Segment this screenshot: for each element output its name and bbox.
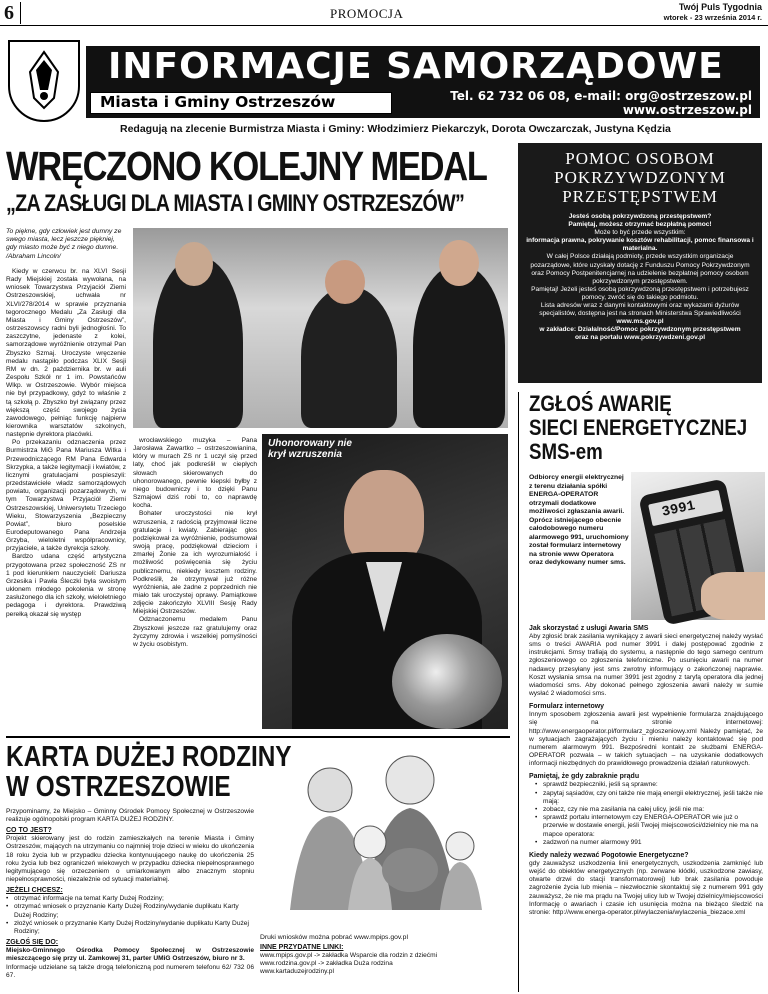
coat-of-arms-icon — [10, 42, 78, 120]
karta-left — [6, 808, 254, 980]
medal-paragraph: wrocławskiego muzyka – Pana Jarosława Zawartko – ostrzeszowianina, który w murach ZS nr 1 uczył się przed laty, choć jak podkreślił w ciepłych słowach skierowanych do uhonorowanego, pewnie kiepski byłby z niego budowniczy i to dzięki Panu Szmajowi dziś robi to, co naprawdę kocha. — [133, 437, 257, 510]
karta-link[interactable]: www.kartaduzejrodziny.pl — [260, 967, 334, 975]
karta-intro: Przypominamy, że Miejsko – Gminny Ośrodek Pomocy Społecznej w Ostrzeszowie realizuje ogólnopolski program KARTA DUŻEJ RODZINY. — [6, 808, 254, 824]
medal-ceremony-photo — [133, 228, 508, 428]
person-head-1 — [175, 242, 213, 286]
karta-right — [260, 934, 508, 976]
awaria-title-1: ZGŁOŚ AWARIĘ — [529, 391, 672, 416]
pomoc-title-1: POMOC OSOBOM — [565, 149, 715, 168]
awaria-intro: Odbiorcy energii elektrycznej z terenu działania spółki ENERGA-OPERATOR otrzymali dodatkowe możliwości zgłaszania awarii. Oprócz istniejącego obecnie całodobowego numeru alarmowego 991, uruchomiony został formularz internetowy na stronie www Operatora oraz dedykowany numer sms. — [529, 474, 629, 566]
karta-bullet: • otrzymać informacje na temat Karty Dużej Rodziny; — [6, 895, 254, 903]
medal-paragraph: Kiedy w czerwcu br. na XLVI Sesji Rady Miejskiej została wywołana, na wniosek Towarzystwa Przyjaciół Ziemi Ostrzeszowskiej, uchwała nr XLVI/278/2014 w sprawie przyznania tegorocznego Medalu „Za Zasługi dla Miasta i Gminy Ostrzeszów”, ostrzeszowscy radni byli jednogłośni. To zaszczytne, jedenaste z kolei, samorządowe wyróżnienie otrzymał Pan Zbyszko Szmaj. Uroczyste wręczenie medalu nastąpiło podczas XLIX Sesji RM w dn. 2 października br. w auli Zespołu Szkół nr 1 im. Powstańców Wlkp. w Ostrzeszowie. Wybór miejsca nie był przypadkowy, gdyż to właśnie z tą szkołą p. Zbyszko był związany przez większą część swojego życia zawodowego, pełniąc funkcję najpierw kierownika warsztatów szkolnych, następnie dyrektora placówki. — [6, 268, 126, 439]
photo-caption: Uhonorowany nie krył wzruszenia — [268, 438, 352, 460]
pomoc-box — [518, 143, 762, 383]
awaria-paragraph: Innym sposobem zgłoszenia awarii jest wypełnienie formularza znajdującego się na stronie internetowej: http://www.energaoperator.pl/formularz_zgloszeniowy.xml Należy pamiętać, że w sytuacjach zagrażających życiu i mieniu należy kontaktować się pod numerem alarmowym 991. Bezpośredni kontakt ze służbami ENERGA-OPERATOR pozwala – w takich sytuacjach – na uzyskanie dodatkowych informacji niezbędnych do prawidłowego prowadzenia działań ratunkowych. — [529, 711, 763, 768]
family-icon — [260, 750, 510, 910]
medal-column-2 — [133, 437, 257, 649]
banner — [8, 40, 760, 122]
pomoc-title-2: POKRZYWDZONYM — [554, 168, 726, 187]
medal-column-left — [6, 268, 126, 733]
karta-title-2: W OSTRZESZOWIE — [6, 771, 231, 803]
karta-heading: ZGŁOŚ SIĘ DO: — [6, 939, 59, 947]
person-figure-3 — [413, 264, 505, 428]
awaria-paragraph: gdy zauważysz uszkodzenia linii energetycznych, uszkodzenia zamknięć lub wejść do obiektów energetycznych (np. zerwane kłódki, uszkodzone zawiasy, otwarte drzwi do stacji transformatorowej) lub brak zasilania powoduje zagrożenie życia lub mienia – niezwłocznie skontaktuj się z numerem 991 gdy zauważysz, że nie ma prądu na Twojej ulicy lub w Twojej dzielnicy/miejscowości Informację o awariach i czasie ich usunięcia można na bieżąco śledzić na stronie: http://www.energa-operator.pl/wylaczenia/wylaczenia_biezace.xml — [529, 859, 763, 916]
coat-of-arms — [8, 40, 80, 122]
phone-number-display: 3991 — [660, 498, 697, 521]
karta-phone-info: Informacje udzielane są także drogą telefoniczną pod numerem telefonu 62/ 732 06 67. — [6, 963, 254, 979]
awaria-bullet: • zobacz, czy nie ma zasilania na całej ulicy, jeśli nie ma: — [535, 806, 763, 814]
karta-address: Miejsko-Gminnego Ośrodka Pomocy Społecznej w Ostrzeszowie mieszczącego się przy ul. Zamkowej 31, parter UMiG Ostrzeszów, biuro nr 3. — [6, 947, 254, 963]
karta-link[interactable]: www.mpips.gov.pl -> zakładka Wsparcie dla rodzin z dziećmi — [260, 951, 438, 959]
pomoc-line: Może to być przede wszystkim: — [594, 229, 686, 237]
awaria-section — [518, 392, 762, 992]
issue-date: wtorek - 23 września 2014 r. — [663, 13, 762, 22]
banner-website[interactable]: www.ostrzeszow.pl — [622, 103, 752, 117]
medal-paragraph: Bardzo udana część artystyczna przygotowana przez społeczność ZS nr 1 pod kierunkiem nauczycieli: Dariusza Grzesika i Pawła Śleczki była swoistym ukłonem młodego pokolenia w stronę zasłużonego dla ich szkoły, wieloletniego pedagoga i dyrektora. Prawdziwą perełką okazał się występ — [6, 553, 126, 618]
karta-title-1: KARTA DUŻEJ RODZINY — [6, 741, 292, 773]
pomoc-line: Pamiętaj, możesz otrzymać bezpłatną pomoc! — [568, 221, 712, 229]
top-bar — [0, 0, 768, 26]
medal-paragraph: Odznaczonemu medalem Panu Zbyszkowi jeszcze raz gratulujemy oraz życzymy zdrowia i wszelkiej pomyślności w życiu osobistym. — [133, 616, 257, 648]
honoree-photo — [262, 434, 508, 729]
pomoc-line: oraz na portalu www.pokrzywdzeni.gov.pl — [574, 334, 706, 342]
person-figure-2 — [301, 286, 397, 428]
pomoc-line: Pamiętaj! Jeżeli jesteś osobą pokrzywdzoną przestępstwem i potrzebujesz pomocy, zwróć się do takiego podmiotu. — [531, 285, 749, 301]
awaria-bullet: • sprawdź portalu internetowym czy ENERGA-OPERATOR wie już o przerwie w dostawie energii, jeśli Twojej miejscowości/dzielnicy nie ma na mapce operatora: — [535, 814, 763, 839]
medal-headline: WRĘCZONO KOLEJNY MEDAL — [6, 143, 487, 189]
medal-paragraph: Po przekazaniu odznaczenia przez Burmistrza MiG Pana Mariusza Witka i Przewodniczącego RM Pana Edwarda Skrzypka, a także legitymacji i kwiatów, z licznymi gratulacjami pospieszyli: przedstawiciele władz samorządowych powiatu, organizacji pozarządowych, w tym Towarzystwa Przyjaciół Ziemi Ostrzeszowskiej, Uniwersytetu Trzeciego Wieku, Stowarzyszenia „Bezpieczny Powiat”, biuro poselskie Eurodeputowanego Pana Andrzeja Grzyba, wieloletni współpracownicy, przyjaciele, a także dyrekcja szkoły. — [6, 439, 126, 553]
awaria-title-3: SMS-em — [529, 439, 603, 464]
karta-section — [6, 736, 510, 992]
banner-subtitle: Miasta i Gminy Ostrzeszów — [100, 93, 336, 111]
awaria-title-2: SIECI ENERGETYCZNEJ — [529, 415, 748, 440]
karta-heading: JEŻELI CHCESZ: — [6, 887, 63, 895]
phone-photo — [631, 472, 765, 620]
karta-bullet: • złożyć wniosek o przyznanie Karty Dużej Rodziny/wydanie duplikatu Karty Dużej Rodziny; — [6, 920, 254, 936]
medal-paragraph: Bohater uroczystości nie krył wzruszenia, z radością przyjmował liczne gratulacje i kwiaty. Zabierając głos podziękował za wyróżnienie, podsumował swoją pracę, podziękował dzieciom i zmarłej Żonie za ich wyrozumiałość i możliwość poświęcenia się życiu publicznemu, niekiedy kosztem rodziny. Podkreślił, że otrzymywał już różne wyróżnienia, ale żadne z poprzednich nie miało tak uroczystej oprawy. Pamiątkowe zdjęcie zakończyło XLVIII Sesję Rady Miejskiej Ostrzeszów. — [133, 510, 257, 616]
person-head-3 — [439, 240, 479, 286]
karta-bullet: • otrzymać wniosek o przyznanie Karty Dużej Rodziny/wydanie duplikatu Karty Dużej Rodziny; — [6, 903, 254, 919]
pomoc-lines — [526, 213, 754, 343]
awaria-bullets — [535, 781, 763, 847]
awaria-body — [529, 624, 763, 917]
medal-quote: To piękne, gdy człowiek jest dumny ze swego miasta, lecz jeszcze piękniej, gdy miasto może być z niego dumne. /Abraham Lincoln/ — [6, 228, 122, 260]
awaria-bullet: • zadzwoń na numer alarmowy 991 — [535, 839, 763, 847]
page-number: 6 — [4, 2, 14, 24]
awaria-heading: Kiedy należy wezwać Pogotowie Energetyczne? — [529, 851, 689, 859]
flowers — [392, 634, 502, 729]
banner-contact: Tel. 62 732 06 08, e-mail: org@ostrzeszow.pl — [450, 89, 752, 103]
section-label: PROMOCJA — [330, 6, 404, 21]
editors-line: Redagują na zlecenie Burmistrza Miasta i Gminy: Włodzimierz Piekarczyk, Dorota Owczarczak, Justyna Kędzia — [120, 123, 671, 135]
paper-name: Twój Puls Tygodnia — [678, 2, 762, 12]
karta-heading: CO TO JEST? — [6, 827, 52, 835]
pomoc-title-3: PRZESTĘPSTWEM — [562, 187, 718, 206]
pomoc-line: Lista adresów wraz z danymi kontaktowymi oraz wykazami dyżurów specjalistów, dostępna jest na stronach Ministerstwa Sprawiedliwości — [539, 302, 741, 318]
medal-subhead: „ZA ZASŁUGI DLA MIASTA I GMINY OSTRZESZÓW” — [6, 190, 465, 217]
karta-druki[interactable]: Druki wniosków można pobrać www.mpips.gov.pl — [260, 934, 408, 941]
pomoc-link[interactable]: www.ms.gov.pl — [616, 318, 664, 326]
pomoc-line: Jesteś osobą pokrzywdzoną przestępstwem? — [568, 213, 712, 220]
karta-bullets — [6, 895, 254, 936]
awaria-heading: Jak skorzystać z usługi Awaria SMS — [529, 625, 649, 632]
awaria-paragraph: Aby zgłosić brak zasilania wynikający z awarii sieci energetycznej należy wysłać sms o treści AWARIA pod numer 3991 i dalej postępować zgodnie z instrukcjami. Smsy trafiają do systemu, a następnie do tego samego centrum zgłoszeniowego co zgłoszenia telefoniczne. Po usunięciu awarii na numer nadawcy przesyłany jest sms zwrotny informujący o zakończonej naprawie. Koszt wysłania smsa na numer 3991 jest zgodny z taryfą operatora dla jednej wiadomości sms. Aby dokonać pełnego zgłoszenia awarii należy w sumie wysłać 2 wiadomości sms. — [529, 633, 763, 698]
karta-paragraph: Projekt skierowany jest do rodzin zamieszkałych na terenie Miasta i Gminy Ostrzeszów, mających na utrzymaniu co najmniej troje dzieci w wieku do ukończenia 18 roku życia lub w przypadku dziecka kontynuującego naukę do ukończenia 25 roku życia lub bez ograniczeń wiekowych w przypadku dziecka niepełnosprawnego legitymującego się orzeczeniem o umiarkowanym albo znacznym stopniu niepełnosprawności, niezależnie od sytuacji materialnej. — [6, 835, 254, 884]
pomoc-line: W całej Polsce działają podmioty, przede wszystkim organizacje pozarządowe, które uzyskały dotację z Funduszu Pomocy Pokrzywdzonym oraz Pomocy Postpenitencjarnej na udzielenie bezpłatnej pomocy osobom pokrzywdzonym przestępstwem. — [530, 253, 750, 285]
banner-title: INFORMACJE SAMORZĄDOWE — [108, 46, 724, 87]
family-illustration — [260, 750, 510, 910]
person-head-2 — [325, 260, 365, 304]
awaria-bullet: • zapytaj sąsiadów, czy oni także nie mają energii elektrycznej, jeśli także nie mają: — [535, 790, 763, 806]
awaria-heading: Pamiętaj, że gdy zabraknie prądu — [529, 773, 640, 781]
karta-heading: INNE PRZYDATNE LINKI: — [260, 943, 344, 951]
awaria-bullet: • sprawdź bezpieczniki, jeśli są sprawne: — [535, 781, 763, 789]
karta-link[interactable]: www.rodzina.gov.pl -> zakładka Duża rodzina — [260, 959, 393, 967]
pomoc-line: informacja prawna, pokrywanie kosztów rehabilitacji, pomoc finansowa i materialna. — [526, 237, 754, 253]
hand — [701, 572, 765, 620]
awaria-heading: Formularz internetowy — [529, 703, 605, 711]
page-number-rule — [20, 2, 21, 24]
pomoc-line: w zakładce: Działalność/Pomoc pokrzywdzonym przestępstwem — [539, 326, 741, 334]
